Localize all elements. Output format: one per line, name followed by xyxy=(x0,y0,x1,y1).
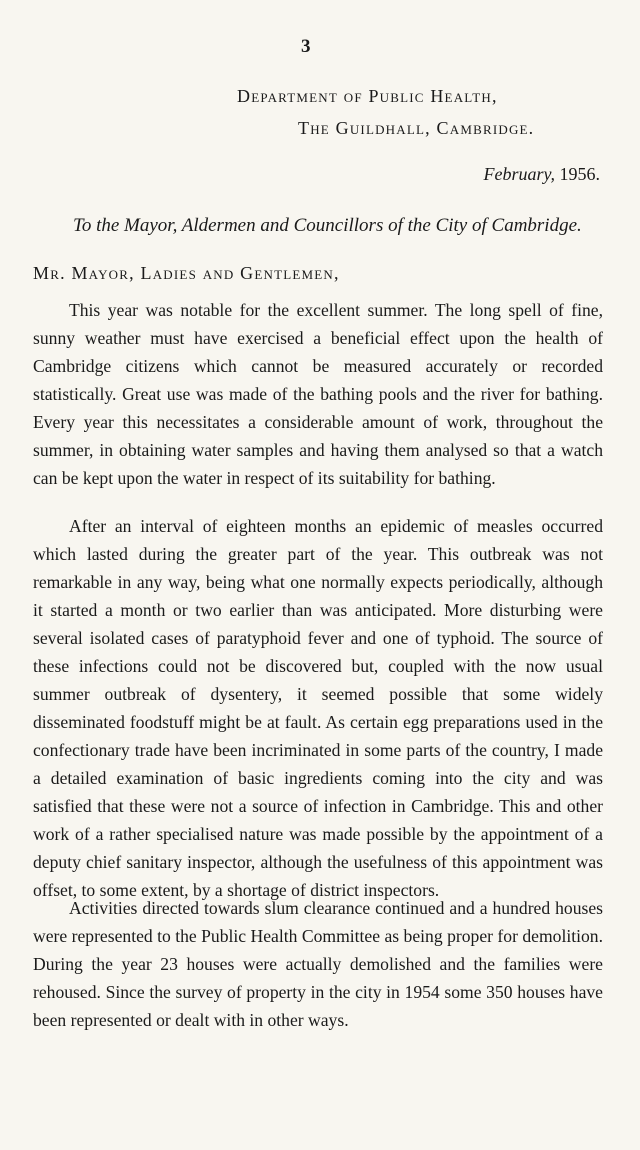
paragraph-slum-clearance: Activities directed towards slum clearance continued and a hundred houses were represented to the Public Health Committee as being proper for demolition. During the year 23 houses were actually demolished and the families were rehoused. Since the survey of property in the city in 1954 some 350 houses have been represented or dealt with in other ways. xyxy=(33,898,603,1030)
paragraph-measles: After an interval of eighteen months an epidemic of measles occurred which lasted during the greater part of the year. This outbreak was not remarkable in any way, being what one normally expects periodically, although it started a month or two earlier than was anticipated. More disturbing were several isolated cases of paratyphoid fever and one of typhoid. The source of these infections could not be discovered but, coupled with the now usual summer outbreak of dysentery, it seemed possible that some widely disseminated foodstuff might be at fault. As certain egg preparations used in the confectionary trade have been incriminated in some parts of the country, I made a detailed examination of basic ingredients coming into the city and was satisfied that these were not a source of infection in Cambridge. This and other work of a rather specialised nature was made possible by the appointment of a deputy chief sanitary inspector, although the usefulness of this appointment was offset, to some extent, by a shortage of district inspectors. xyxy=(33,516,603,900)
date-year: 1956. xyxy=(559,164,600,184)
letter-date xyxy=(484,164,601,185)
page-number: 3 xyxy=(301,36,311,57)
salutation: Mr. Mayor, Ladies and Gentlemen, xyxy=(33,263,340,283)
paragraph-summer: This year was notable for the excellent summer. The long spell of fine, sunny weather must have exercised a beneficial effect upon the health of Cambridge citizens which cannot be measured accurately or recorded statistically. Great use was made of the bathing pools and the river for bathing. Every year this necessitates a considerable amount of work, throughout the summer, in obtaining water samples and having them analysed so that a watch can be kept upon the water in respect of its suitability for bathing. xyxy=(33,300,603,488)
addressee-line: To the Mayor, Aldermen and Councillors of the City of Cambridge. xyxy=(73,215,582,236)
address-heading: The Guildhall, Cambridge. xyxy=(298,118,535,138)
date-month: February, xyxy=(483,164,555,184)
department-heading: Department of Public Health, xyxy=(237,86,498,106)
